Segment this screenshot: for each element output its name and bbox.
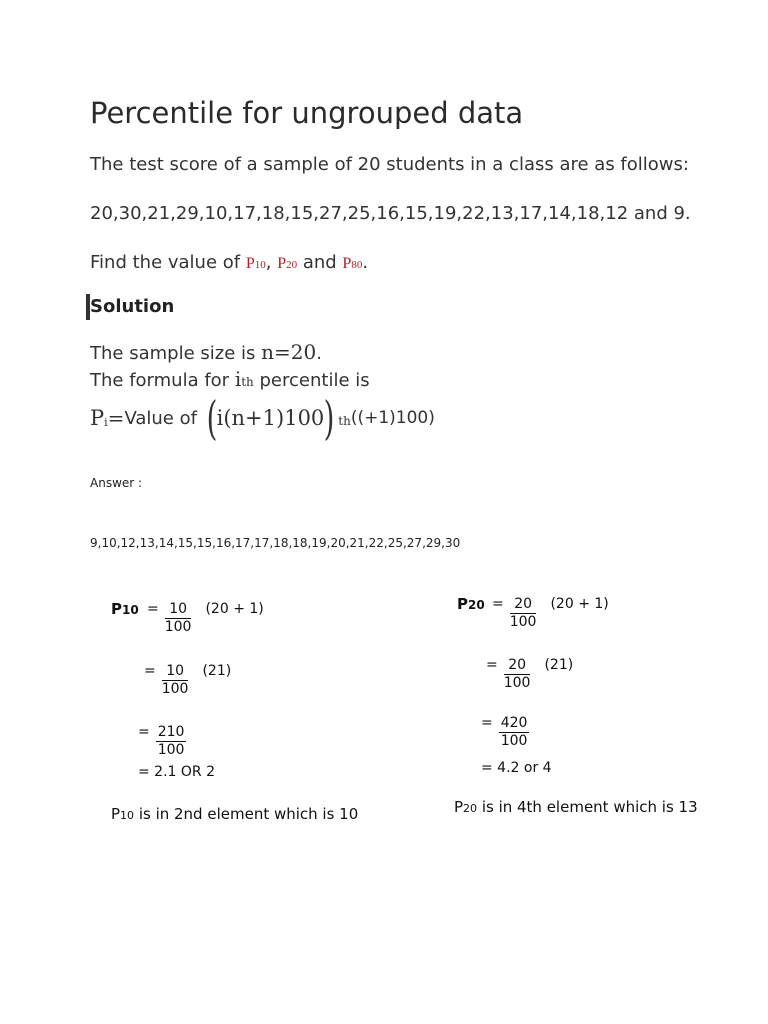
formula-intro-th: th [241,375,254,389]
solution-heading: Solution [90,296,175,317]
left-conclusion-sub: 10 [120,809,135,822]
left-step3 [138,724,186,759]
left-step2-tail: (21) [202,663,232,679]
intro-text: The test score of a sample of 20 students in a class are as follows: [90,154,689,175]
left-step3-num: 210 [157,724,185,740]
right-conclusion [454,798,698,816]
sample-size-prefix: The sample size is [90,343,262,364]
sorted-scores: 9,10,12,13,14,15,15,16,17,17,18,18,19,20,21,22,25,27,29,30 [90,536,461,550]
scores-list: 20,30,21,29,10,17,18,15,27,25,16,15,19,22,13,17,14,18,12 and 9. [90,203,691,224]
right-step2-eq: = [486,657,498,673]
formula-intro-i: i [234,367,242,391]
sample-size-suffix: . [316,343,322,364]
left-label-sub: 10 [122,603,139,617]
find-prefix: Find the value of [90,252,246,273]
left-conclusion [111,805,358,823]
right-label-sub: 20 [468,598,485,612]
right-conclusion-sub: 20 [463,802,478,815]
find-question [90,252,368,273]
right-step2-num: 20 [504,657,531,675]
left-step1-den: 100 [164,618,192,635]
formula-intro-suffix: percentile is [253,370,370,391]
right-step2-den: 100 [503,674,531,691]
left-step3-den: 100 [157,741,185,758]
left-conclusion-p: P [111,805,121,823]
formula-value-of: Value of [124,407,203,429]
left-step2 [144,663,231,698]
right-label-p: P [457,595,468,613]
right-step2-frac [504,657,531,692]
right-step1-num: 20 [510,596,537,614]
formula-lhs-sub: i [104,415,108,429]
left-step2-frac [162,663,189,698]
right-step1-tail: (20 + 1) [550,596,609,612]
left-step1 [147,601,264,636]
right-label [457,595,485,613]
right-step2 [486,657,573,692]
formula-intro-prefix: The formula for [90,370,235,391]
right-step3-den: 100 [500,732,528,749]
right-step4: = 4.2 or 4 [481,760,552,776]
left-label [111,600,139,618]
left-step3-frac [156,724,187,759]
page-title: Percentile for ungrouped data [90,96,524,130]
p10-sub: 10 [254,259,266,271]
right-step3-eq: = [481,715,493,731]
left-step2-eq: = [144,663,156,679]
right-step1-eq: = [492,596,504,612]
p80-sub: 80 [351,259,363,271]
formula-lhs: P [90,406,105,430]
left-conclusion-text: is in 2nd element which is 10 [134,805,359,823]
right-paren: ) [323,391,335,445]
right-step1-den: 100 [509,613,537,630]
p20-symbol: P20 [277,255,298,272]
right-step2-tail: (21) [544,657,574,673]
left-step1-num: 10 [165,601,192,619]
left-step2-den: 100 [161,680,189,697]
p20-sub: 20 [286,259,298,271]
sample-size-math: n=20 [261,340,317,364]
left-step1-eq: = [147,601,159,617]
left-label-p: P [111,600,122,618]
right-step1 [492,596,609,631]
formula-th: th [338,414,351,428]
left-step2-num: 10 [162,663,189,681]
find-suffix: . [362,252,369,273]
find-sep2: and [297,252,343,273]
p80-symbol: P80 [342,255,363,272]
left-step1-frac [165,601,192,636]
p10-symbol: P10 [245,255,266,272]
left-step4: = 2.1 OR 2 [138,764,215,780]
left-paren: ( [206,391,218,445]
find-sep1: , [265,252,278,273]
left-step1-tail: (20 + 1) [205,601,264,617]
percentile-formula [90,390,435,446]
right-step3-num: 420 [500,715,528,731]
formula-equals: = [107,406,125,430]
formula-tail: ((+1)100) [350,408,435,428]
right-conclusion-p: P [454,798,464,816]
left-step3-eq: = [138,724,150,740]
right-step3-frac [499,715,530,750]
formula-intro-line [90,367,370,391]
right-step3 [481,715,529,750]
formula-inner: i(n+1)100 [216,406,325,430]
answer-label: Answer : [90,476,143,490]
right-step1-frac [510,596,537,631]
right-conclusion-text: is in 4th element which is 13 [477,798,698,816]
sample-size-line [90,340,322,364]
